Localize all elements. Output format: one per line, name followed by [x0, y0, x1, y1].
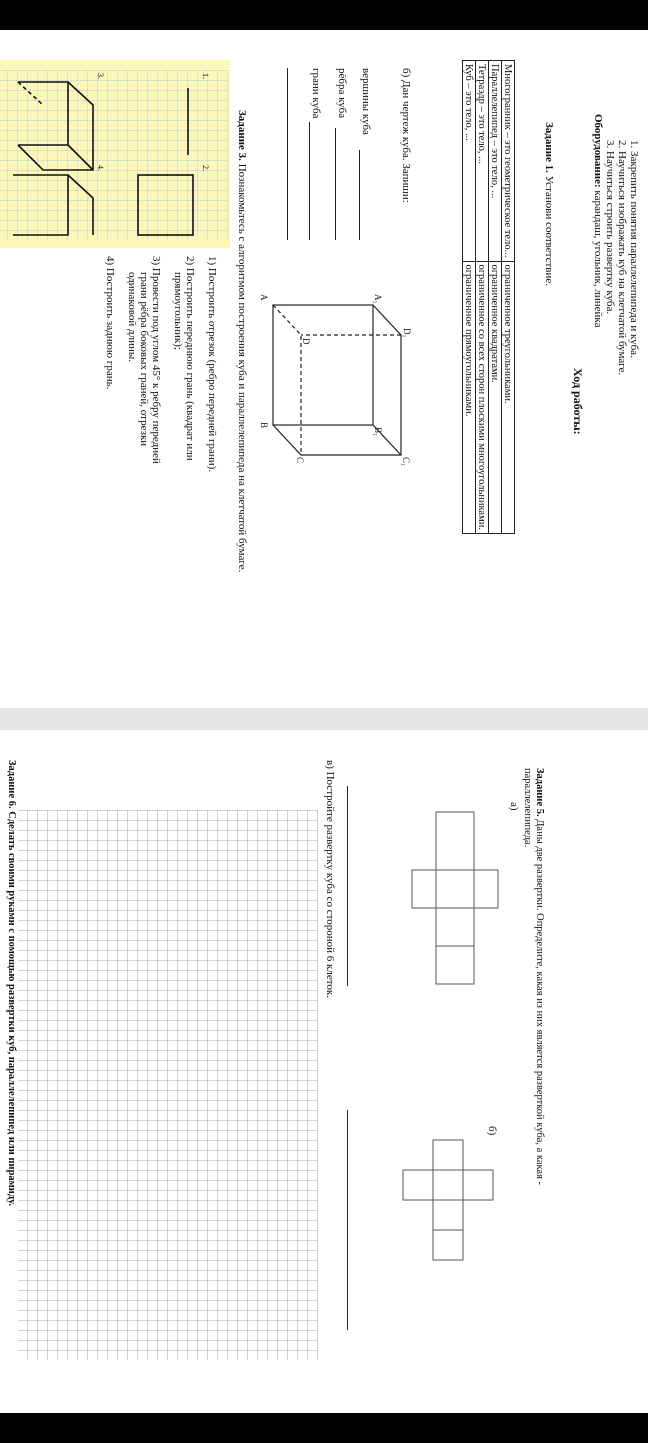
answer-line — [287, 68, 288, 240]
step-3-cont2: одинаковой длины. — [126, 272, 138, 362]
goal-3: 3. Научиться строить развертку куба. — [604, 140, 616, 315]
worksheet-page-1 — [0, 30, 648, 708]
vertex-label: D — [301, 338, 311, 345]
option-a-label: а) — [508, 802, 520, 811]
vertices-label: вершины куба — [360, 68, 372, 135]
task1-heading: Задание 1. Установи соответствие. — [543, 122, 555, 286]
task3-heading: Задание 3. Познакомьтесь с алгоритмом построения куба и параллелепипеда на клетчатой бумаге. — [236, 110, 248, 573]
equipment-line: Оборудование: карандаш, угольник, линейка — [592, 114, 604, 328]
construction-grid — [0, 70, 228, 240]
figure-label: 2. — [201, 165, 210, 171]
vertex-label: B — [259, 422, 269, 429]
option-b-label: б) — [486, 1126, 498, 1136]
task2-prompt: б) Дан чертеж куба. Запиши: — [400, 68, 412, 203]
vertex-label: C — [295, 457, 305, 464]
step-2-cont: прямоугольник); — [172, 272, 184, 350]
vertex-label: A₁ — [373, 294, 383, 304]
goal-2: 2. Научиться изображать куб на клетчатой бумаге. — [616, 140, 628, 376]
step-3-cont: грани рёбра боковых граней, отрезки — [138, 272, 150, 447]
step-4: 4) Построить заднюю грань. — [104, 256, 116, 390]
faces-label: грани куба — [310, 68, 322, 119]
task5-part-v: в) Постройте развертку куба со стороной 6 клеток. — [324, 760, 336, 999]
top-black-bar — [0, 0, 648, 30]
task6-line: Задание 6. Сделать своими руками с помощью развертки куб, параллелепипед или пирамиду. — [6, 760, 17, 1206]
step-2: 2) Построить переднюю грань (квадрат или — [184, 256, 196, 461]
table-row: Куб – это тело, ... ограниченное прямоугольниками. — [463, 61, 476, 534]
answer-line — [347, 786, 348, 986]
page-separator — [0, 708, 648, 730]
answer-line — [359, 150, 360, 240]
task5-heading-cont: параллелепипеда. — [522, 768, 533, 848]
net-a — [363, 810, 503, 990]
table-row: Параллелепипед – это тело, ... ограниченное квадратами. — [489, 61, 502, 534]
table-row: Тетраэдр – это тело, ... ограниченное со всех сторон плоскими многоугольниками. — [476, 61, 489, 534]
answer-line — [309, 122, 310, 240]
worksheet-page-2 — [0, 730, 648, 1413]
figure-label: 1. — [201, 73, 210, 79]
answer-line — [347, 1110, 348, 1330]
goal-1: 1. Закрепить понятия параллелепипеда и куба. — [628, 140, 640, 358]
vertex-label: B₁ — [373, 427, 383, 437]
bottom-black-bar — [0, 1413, 648, 1443]
drawing-grid — [18, 810, 318, 1360]
figure-label: 3. — [96, 73, 105, 79]
matching-table — [462, 60, 515, 534]
table-row: Многогранник – это геометрическое тело... ограниченное треугольниками. — [502, 61, 515, 534]
vertex-label: D₁ — [402, 328, 412, 338]
net-b — [358, 1130, 498, 1310]
edges-label: рёбра куба — [336, 68, 348, 119]
progress-title: Ход работы: — [571, 368, 585, 435]
vertex-label: C₁ — [401, 457, 411, 467]
vertex-label: A — [259, 294, 269, 301]
answer-line — [335, 128, 336, 240]
cube-drawing — [253, 280, 413, 480]
step-1: 1) Построить отрезок (ребро передней грани). — [206, 256, 218, 473]
step-3: 3) Провести под углом 45° к ребру передней — [150, 256, 162, 464]
task5-heading: Задание 5. Даны две развертки. Определите, какая из них является разверткой куба, а какая - — [534, 768, 545, 1186]
figure-label: 4. — [96, 165, 105, 171]
